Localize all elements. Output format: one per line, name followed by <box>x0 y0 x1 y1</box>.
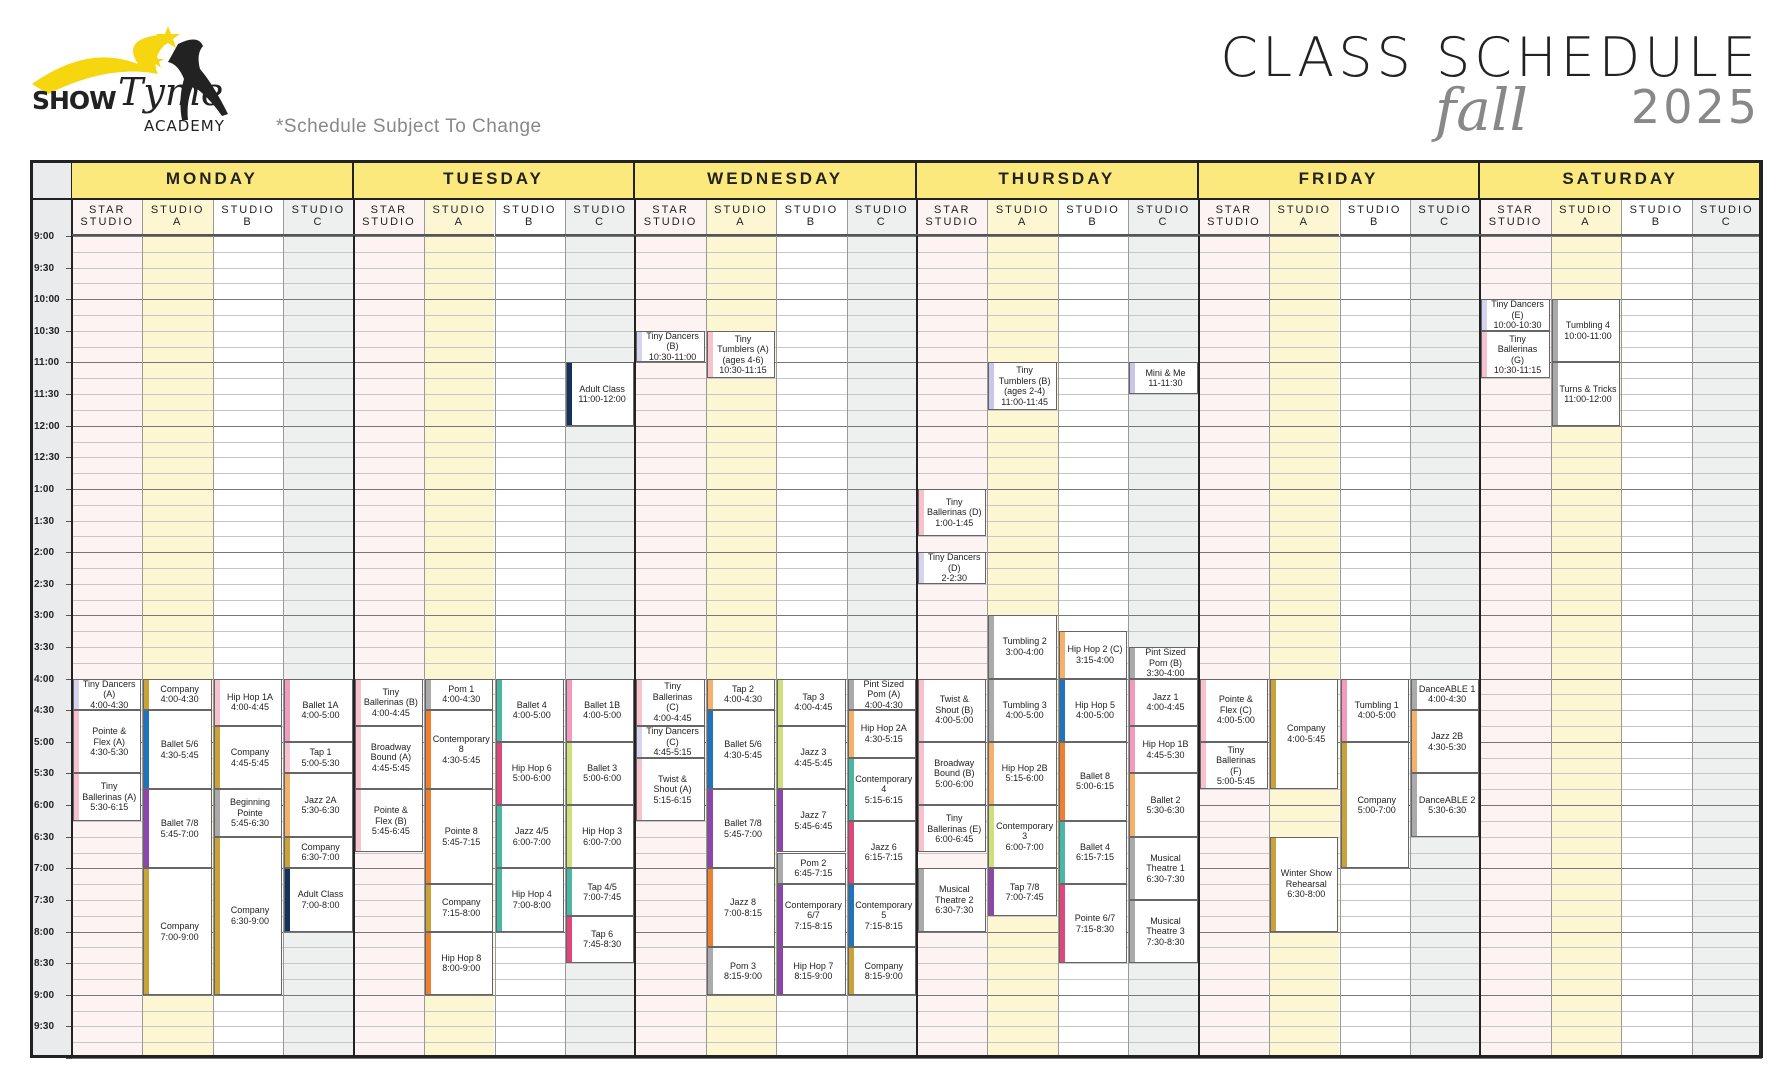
class-text: (C) <box>666 702 679 713</box>
tick-mark <box>66 1058 72 1059</box>
time-label: 4:30 <box>34 705 55 717</box>
studio-header: STUDIO B <box>495 198 565 236</box>
class-text: 8:15-9:00 <box>723 971 762 982</box>
class-text: 4:00-5:00 <box>512 710 551 721</box>
day-header: TUESDAY <box>354 160 636 198</box>
class-text: 4:00-4:45 <box>653 712 692 723</box>
class-text: 5:15-6:15 <box>864 794 903 805</box>
class-text: 4:30-5:45 <box>160 749 199 760</box>
class-text: 7:45-8:30 <box>583 939 622 950</box>
class-text: Pointe & <box>1218 694 1253 705</box>
class-text: 6:00-7:00 <box>512 836 551 847</box>
class-text: Adult Class <box>297 889 344 900</box>
class-text: Musical <box>938 884 970 895</box>
class-text: Bound (A) <box>370 752 412 763</box>
class-text: Hip Hop 2 (C) <box>1067 644 1123 655</box>
class-text: 6:00-6:45 <box>935 834 974 845</box>
class-text: 7:15-8:15 <box>864 920 903 931</box>
studio-header: STAR STUDIO <box>917 198 987 236</box>
class-text: DanceABLE 2 <box>1418 794 1476 805</box>
class-text: Pointe 6/7 <box>1074 913 1116 924</box>
time-label: 2:00 <box>34 547 55 559</box>
class-text: 4:00-4:30 <box>442 694 481 705</box>
studio-header: STAR STUDIO <box>354 198 424 236</box>
class-text: 4:00-4:30 <box>90 699 129 710</box>
class-text: Theatre 3 <box>1146 926 1185 937</box>
class-text: 5:00-6:00 <box>935 778 974 789</box>
class-text: 4:30-5:30 <box>1428 741 1467 752</box>
class-text: Tiny Ballerinas <box>652 681 693 702</box>
class-text: Tap 1 <box>309 747 332 758</box>
class-text: 4:30-5:15 <box>864 733 903 744</box>
class-text: Tiny <box>945 813 963 824</box>
class-text: DanceABLE 1 <box>1418 683 1476 694</box>
class-text: Pointe & <box>92 726 127 737</box>
class-text: 4:30-5:45 <box>442 754 481 765</box>
studio-header: STAR STUDIO <box>1199 198 1269 236</box>
class-text: Ballet 8 <box>1080 770 1111 781</box>
class-text: Pointe 8 <box>444 826 478 837</box>
class-text: 4:45-5:15 <box>653 747 692 758</box>
class-text: 5:00-7:00 <box>1357 805 1396 816</box>
day-header: WEDNESDAY <box>635 160 917 198</box>
class-text: 5:30-6:30 <box>1428 805 1467 816</box>
time-label: 9:30 <box>34 1021 55 1033</box>
grid-line <box>72 1058 1762 1059</box>
time-label: 4:00 <box>34 673 55 685</box>
class-text: Contemporary <box>432 733 490 744</box>
time-label: 10:30 <box>34 325 60 337</box>
class-text: 7:30-8:30 <box>1146 936 1185 947</box>
class-text: Flex (B) <box>375 815 407 826</box>
class-text: Pint Sized Pom (B) <box>1145 647 1186 668</box>
class-text: 7:00-9:00 <box>160 931 199 942</box>
class-text: Jazz 2A <box>304 794 337 805</box>
time-label: 7:30 <box>34 894 55 906</box>
class-text: Musical <box>1150 915 1181 926</box>
class-text: 5:45-7:15 <box>442 836 481 847</box>
class-text: Tap 4/5 <box>587 881 617 892</box>
class-text: 4:00-4:30 <box>723 694 762 705</box>
class-text: 4:00-4:30 <box>1428 694 1467 705</box>
year-label: 2025 <box>1630 80 1760 134</box>
class-text: (ages 2-4) <box>1004 386 1046 397</box>
class-text: Tumbling 2 <box>1002 636 1047 647</box>
studio-header: STAR STUDIO <box>72 198 142 236</box>
class-text: 4:00-4:45 <box>794 702 833 713</box>
day-header: FRIDAY <box>1199 160 1481 198</box>
class-text: Ballet 7/8 <box>724 818 762 829</box>
class-text: Tiny Ballerinas <box>1497 333 1538 355</box>
class-text: Tiny <box>945 496 963 507</box>
class-text: Ballet 5/6 <box>160 739 199 750</box>
class-text: Tap 6 <box>591 928 614 939</box>
class-text: 4:00-5:00 <box>1076 710 1115 721</box>
time-label: 7:00 <box>34 863 55 875</box>
class-text: Jazz 7 <box>800 810 827 821</box>
studio-header: STUDIO B <box>1058 198 1128 236</box>
class-text: Ballet 5/6 <box>724 739 762 750</box>
studio-header: STUDIO A <box>987 198 1057 236</box>
class-text: Ballet 4 <box>1080 841 1111 852</box>
class-text: 5:15-6:00 <box>1005 773 1044 784</box>
logo-show-text: SHOW <box>32 86 116 115</box>
class-text: Rehearsal <box>1285 878 1327 889</box>
class-text: Beginning <box>230 797 271 808</box>
studio-header: STUDIO B <box>1340 198 1410 236</box>
class-text: Twist & <box>658 773 688 784</box>
class-text: Tumbling 1 <box>1354 699 1399 710</box>
class-text: Ballerinas (D) <box>926 507 982 518</box>
class-text: 5:45-7:00 <box>160 828 199 839</box>
class-text: Musical <box>1150 852 1181 863</box>
class-text: Pom 1 <box>448 683 475 694</box>
time-label: 12:30 <box>34 452 60 464</box>
class-text: 6:00-7:00 <box>1005 841 1044 852</box>
class-text: Mini & Me <box>1145 367 1186 378</box>
class-text: 7:15-8:30 <box>1076 923 1115 934</box>
class-text: Theatre 2 <box>934 894 974 905</box>
studio-header: STUDIO C <box>1128 198 1198 236</box>
class-text: (F) <box>1230 765 1242 776</box>
class-text: 6:15-7:15 <box>1076 852 1115 863</box>
studio-header: STUDIO C <box>847 198 917 236</box>
class-text: Tiny Dancers (D) <box>927 552 981 573</box>
class-text: 7:15-8:00 <box>442 907 481 918</box>
class-text: 1:00-1:45 <box>935 517 974 528</box>
class-text: 6:45-7:15 <box>794 868 833 879</box>
class-text: 5:30-6:30 <box>301 805 340 816</box>
class-text: 4:45-5:45 <box>794 757 833 768</box>
class-text: 10:00-11:00 <box>1564 330 1612 341</box>
class-text: 5:45-6:45 <box>371 826 410 837</box>
class-text: Twist & <box>939 694 969 705</box>
class-text: Flex (A) <box>93 736 125 747</box>
class-text: 6:30-9:00 <box>231 915 270 926</box>
studio-header: STUDIO A <box>706 198 776 236</box>
time-label: 6:30 <box>34 831 55 843</box>
class-text: Company <box>230 905 270 916</box>
class-text: Hip Hop 5 <box>1075 699 1116 710</box>
class-text: 4:00-4:45 <box>231 702 270 713</box>
time-label: 3:30 <box>34 642 55 653</box>
class-text: 10:30-11:00 <box>648 351 697 362</box>
class-text: Hip Hop 6 <box>511 762 552 773</box>
class-text: Tap 3 <box>802 691 825 702</box>
class-text: Contemporary <box>855 899 913 910</box>
class-text: Hip Hop 2A <box>860 723 907 734</box>
class-text: Ballerinas (B) <box>363 697 418 708</box>
class-text: 4:00-5:00 <box>583 710 622 721</box>
day-header: SATURDAY <box>1480 160 1762 198</box>
logo-academy-text: ACADEMY <box>144 117 225 135</box>
class-text: 5:30-6:30 <box>1146 805 1185 816</box>
studio-header: STUDIO C <box>283 198 353 236</box>
class-text: 8:00-9:00 <box>442 963 481 974</box>
time-label: 9:00 <box>34 989 55 1001</box>
class-text: 4:45-5:45 <box>231 757 270 768</box>
class-text: Tiny Ballerinas <box>1216 744 1256 766</box>
class-text: 10:30-11:15 <box>1493 365 1542 376</box>
class-text: 7:00-7:45 <box>1005 892 1044 902</box>
class-text: 4:45-5:30 <box>1146 749 1185 760</box>
studio-header: STUDIO A <box>142 198 212 236</box>
class-text: 11:00-12:00 <box>1564 394 1612 405</box>
time-label: 11:30 <box>34 389 60 401</box>
class-text: Hip Hop 4 <box>511 889 552 900</box>
class-text: 7:00-8:15 <box>723 907 762 918</box>
class-text: Turns & Tricks <box>1559 383 1617 394</box>
class-text: 5:00-6:00 <box>512 773 551 784</box>
class-text: Tumblers (B) <box>998 375 1051 386</box>
class-text: 4:00-4:30 <box>864 699 903 710</box>
class-text: Ballet 2 <box>1150 794 1181 805</box>
class-text: Tiny Dancers (C) <box>646 726 699 747</box>
class-text: Ballet 7/8 <box>160 818 199 829</box>
class-text: 11:00-12:00 <box>578 394 626 405</box>
class-text: 4:30-5:45 <box>723 749 762 760</box>
class-text: Jazz 3 <box>800 747 827 758</box>
class-text: Company <box>1357 794 1396 805</box>
class-text: 10:30-11:15 <box>719 365 767 376</box>
class-text: Jazz 6 <box>870 841 897 852</box>
time-label: 9:00 <box>34 231 55 242</box>
class-text: Pointe <box>237 807 263 818</box>
class-text: Company <box>230 747 270 758</box>
class-text: 4:00-5:00 <box>1216 715 1255 726</box>
class-text: 5:15-6:15 <box>653 794 692 805</box>
studio-header: STAR STUDIO <box>1480 198 1550 236</box>
class-text: 11:00-11:45 <box>1001 396 1048 407</box>
class-text: 6:30-7:30 <box>935 905 974 916</box>
time-label: 2:30 <box>34 578 55 590</box>
day-header: MONDAY <box>72 160 354 198</box>
class-text: 8:15-9:00 <box>794 971 833 982</box>
class-text: 6:00-7:00 <box>583 836 622 847</box>
studio-header: STAR STUDIO <box>635 198 705 236</box>
class-text: Jazz 8 <box>729 897 756 908</box>
class-text: 5:00-6:15 <box>1076 781 1115 792</box>
logo-tyme-text: Tyme <box>118 70 224 114</box>
class-text: 4:00-4:45 <box>1146 702 1185 713</box>
time-label: 3:00 <box>34 610 55 622</box>
class-text: 4:00-5:00 <box>1005 710 1044 721</box>
class-text: 4:00-5:00 <box>935 715 974 726</box>
page-title: CLASS SCHEDULE <box>1220 26 1760 89</box>
class-text: 4:00-4:30 <box>160 694 199 705</box>
class-text: 5:45-7:00 <box>723 828 762 839</box>
class-text: Company <box>442 897 481 908</box>
class-text: Shout (B) <box>935 704 974 715</box>
class-text: 4:30-5:30 <box>90 747 129 758</box>
day-header: THURSDAY <box>917 160 1199 198</box>
class-text: Company <box>160 921 199 932</box>
time-label: 1:00 <box>34 483 55 495</box>
class-text: 2-2:30 <box>941 573 967 584</box>
class-text: Pom 2 <box>800 857 827 868</box>
class-text: Contemporary <box>784 899 842 910</box>
class-text: Flex (C) <box>1219 704 1252 715</box>
class-text: Hip Hop 1A <box>227 691 274 702</box>
class-text: Tumbling 4 <box>1565 320 1611 331</box>
grid-border <box>30 160 1762 1058</box>
class-text: 4:45-5:45 <box>371 762 410 773</box>
studio-header: STUDIO B <box>776 198 846 236</box>
class-text: Pointe & <box>373 805 408 816</box>
class-text: Tiny <box>100 781 118 792</box>
class-text: Ballet 4 <box>516 699 547 710</box>
class-text: 5:30-6:15 <box>90 802 129 813</box>
class-text: Tiny <box>734 333 752 344</box>
class-text: Hip Hop 7 <box>793 960 834 971</box>
class-text: Tiny Dancers (B) <box>646 330 699 352</box>
class-text: Contemporary <box>855 773 913 784</box>
class-text: 7:00-8:00 <box>301 899 340 910</box>
class-text: 5 <box>881 910 887 921</box>
class-text: Tiny <box>1016 365 1033 376</box>
class-text: 4 <box>881 784 887 794</box>
class-text: 8:15-9:00 <box>864 971 903 982</box>
class-text: Company <box>864 960 904 971</box>
time-label: 5:00 <box>34 736 55 748</box>
class-text: 7:15-8:15 <box>794 920 833 931</box>
class-text: 5:45-6:30 <box>231 818 270 829</box>
class-text: Broadway <box>934 757 975 768</box>
class-text: Contemporary <box>996 820 1054 831</box>
class-text: (ages 4-6) <box>722 354 764 365</box>
class-text: Tiny Dancers (E) <box>1491 299 1544 320</box>
class-text: Ballerinas (E) <box>927 823 982 834</box>
class-text: Tiny Dancers (A) <box>82 678 136 700</box>
schedule-disclaimer: *Schedule Subject To Change <box>276 116 542 137</box>
class-text: 4:00-5:00 <box>1357 710 1396 721</box>
class-text: Tumbling 3 <box>1002 699 1047 710</box>
class-text: Ballerinas (A) <box>82 791 137 802</box>
class-text: Tumblers (A) <box>717 344 769 355</box>
class-text: 5:00-5:30 <box>301 757 340 768</box>
class-text: Company <box>160 683 199 694</box>
class-text: Hip Hop 8 <box>441 952 482 963</box>
studio-header: STUDIO A <box>424 198 494 236</box>
class-text: Hip Hop 3 <box>582 826 623 837</box>
class-text: Jazz 1 <box>1152 691 1179 702</box>
class-text: Ballet 1A <box>302 699 339 710</box>
time-label: 10:00 <box>34 294 60 306</box>
class-text: 5:45-6:45 <box>794 820 833 831</box>
class-text: Tiny <box>382 686 400 697</box>
studio-header: STUDIO A <box>1551 198 1621 236</box>
class-text: 8 <box>458 744 464 755</box>
class-text: Pom 3 <box>729 960 756 971</box>
class-text: Adult Class <box>579 383 625 394</box>
class-text: (G) <box>1511 354 1525 365</box>
time-label: 5:30 <box>34 768 55 780</box>
class-text: Pint Sized Pom (A) <box>863 678 905 700</box>
studio-header: STUDIO B <box>1621 198 1691 236</box>
studio-header: STUDIO C <box>1692 198 1762 236</box>
class-text: 6:15-7:15 <box>864 852 903 863</box>
class-text: Broadway <box>370 741 411 752</box>
studio-header: STUDIO C <box>565 198 635 236</box>
class-text: 4:00-5:00 <box>301 710 340 721</box>
class-text: 4:00-5:45 <box>1287 733 1326 744</box>
class-text: 4:00-4:45 <box>371 707 410 718</box>
class-text: 3:00-4:00 <box>1005 646 1044 657</box>
class-text: Company <box>1287 723 1326 734</box>
class-text: Theatre 1 <box>1146 863 1185 874</box>
class-text: 3:30-4:00 <box>1146 668 1185 679</box>
class-text: 6:30-7:30 <box>1146 873 1185 884</box>
class-text: Winter Show <box>1280 868 1332 879</box>
class-text: Tap 2 <box>731 683 754 694</box>
time-label: 11:00 <box>34 357 60 369</box>
time-label: 1:30 <box>34 515 55 527</box>
studio-header: STUDIO B <box>213 198 283 236</box>
time-label: 8:00 <box>34 926 55 938</box>
class-text: 5:00-6:00 <box>583 773 622 784</box>
class-text: Jazz 2B <box>1431 731 1464 742</box>
class-text: 6/7 <box>807 910 820 921</box>
time-label: 12:00 <box>34 420 60 432</box>
studio-header: STUDIO A <box>1269 198 1339 236</box>
studio-header: STUDIO C <box>1410 198 1480 236</box>
time-label: 8:30 <box>34 958 55 970</box>
time-label: 9:30 <box>34 262 55 274</box>
class-text: 3:15-4:00 <box>1076 654 1115 665</box>
class-text: 3 <box>1022 831 1028 842</box>
class-text: Hip Hop 1B <box>1142 739 1189 750</box>
class-text: Ballet 1B <box>584 699 621 710</box>
class-text: Bound (B) <box>933 768 975 779</box>
class-text: Shout (A) <box>653 784 692 794</box>
class-text: Tap 7/8 <box>1009 881 1040 892</box>
class-text: Hip Hop 2B <box>1001 762 1048 773</box>
time-label: 6:00 <box>34 800 55 812</box>
class-text: Jazz 4/5 <box>514 826 549 837</box>
class-text: 6:30-8:00 <box>1287 889 1326 900</box>
class-text: Ballet 3 <box>587 762 618 773</box>
class-text: Company <box>301 841 340 852</box>
class-text: 10:00-10:30 <box>1493 320 1542 331</box>
class-text: 6:30-7:00 <box>301 852 340 863</box>
class-text: 7:00-8:00 <box>512 899 551 910</box>
class-text: 7:00-7:45 <box>583 892 622 902</box>
class-text: 5:00-5:45 <box>1216 776 1255 787</box>
class-text: 11-11:30 <box>1148 378 1183 389</box>
season-label: fall <box>1434 76 1528 144</box>
